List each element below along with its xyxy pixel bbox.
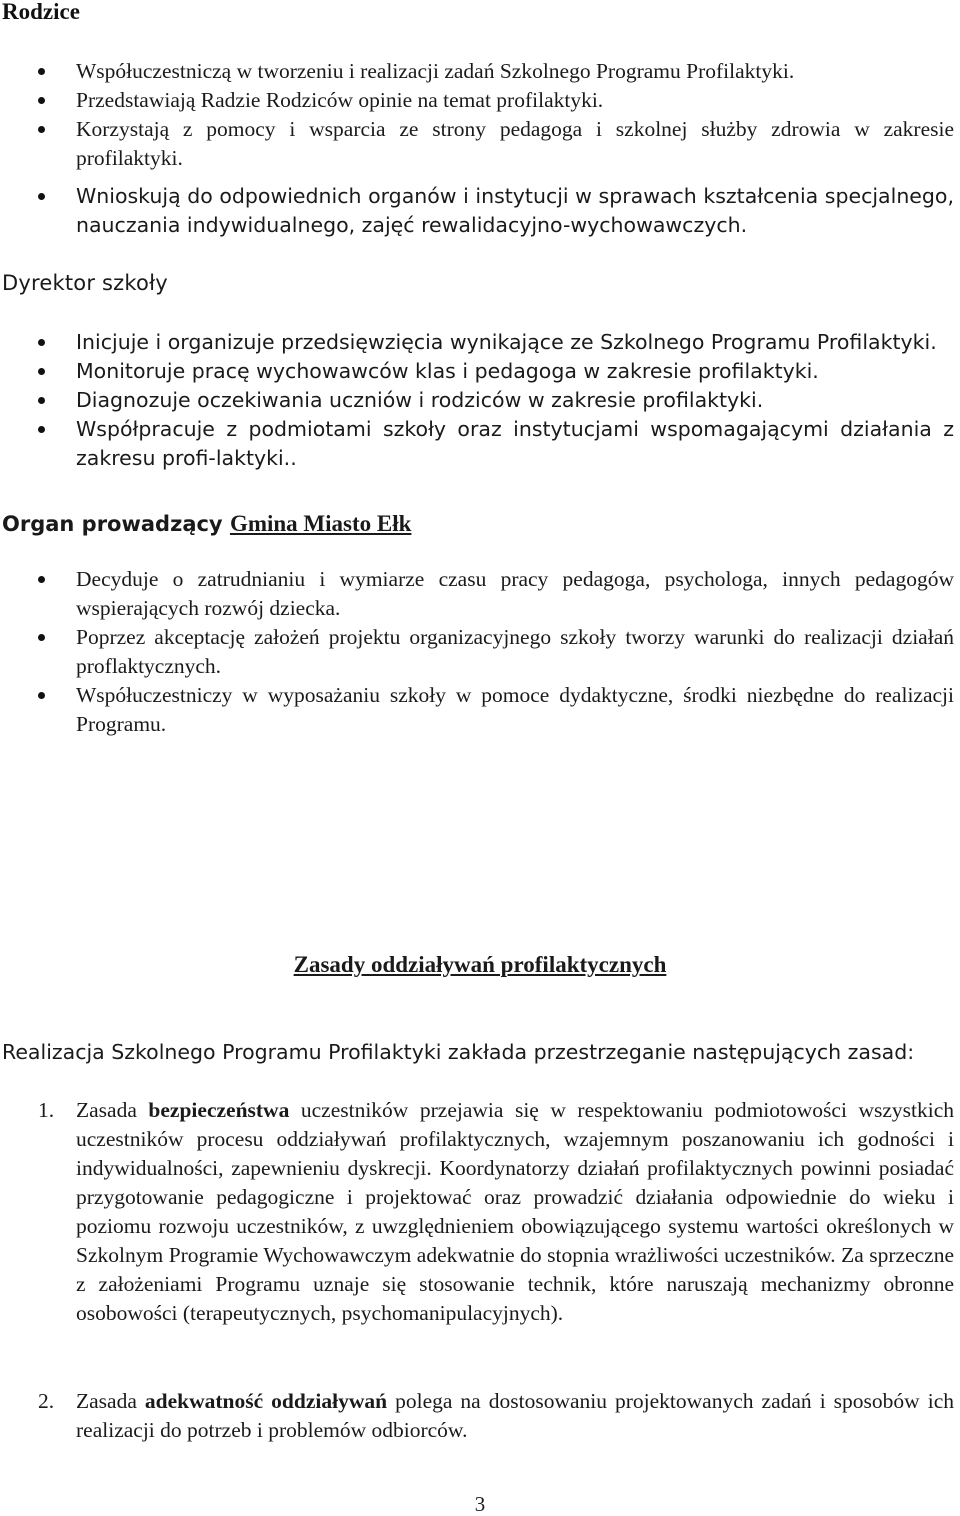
list-item: 1. Zasada bezpieczeństwa uczestników przejawia się w respektowaniu podmiotowości wszystkich uczestników procesu oddziaływań profilaktycznych, wzajemnym poszanowaniu ich godności i indywidualności, zapewnieniu dyskrecji. Koordynatorzy działań profilaktycznych powinni posiadać przygotowanie pedagogiczne i projektować oraz prowadzić działania odpowiednie do wieku i poziomu rozwoju uczestników, z uwzględnieniem obowiązującego systemu wartości określonych w Szkolnym Programie Wychowawczym adekwatnie do stopnia wrażliwości uczestników. Za sprzeczne z założeniami Programu uznaje się stosowanie technik, które naruszają mechanizmy obronne osobowości (terapeutycznych, psychomanipulacyjnych). [38, 1098, 954, 1325]
list-organ [0, 565, 960, 739]
section-title-zasady: Zasady oddziaływań profilaktycznych [293, 952, 667, 977]
list-item: Korzystają z pomocy i wsparcia ze strony pedagoga i szkolnej służby zdrowia w zakresie profilaktyki. [0, 115, 960, 173]
bullet-icon [38, 193, 45, 200]
list-rodzice [0, 57, 960, 173]
zasady-intro: Realizacja Szkolnego Programu Profilaktyki zakłada przestrzeganie następujących zasad: [2, 1040, 915, 1064]
list-item: Diagnozuje oczekiwania uczniów i rodziców w zakresie profilaktyki. [0, 386, 960, 415]
list-item: 2. Zasada adekwatność oddziaływań polega na dostosowaniu projektowanych zadań i sposobów ich realizacji do potrzeb i problemów odbiorców. [38, 1389, 954, 1442]
list-item: Inicjuje i organizuje przedsięwzięcia wynikające ze Szkolnego Programu Profilaktyki. [0, 328, 960, 357]
bullet-icon [38, 426, 45, 433]
bullet-icon [38, 397, 45, 404]
list-item: Współpracuje z podmiotami szkoły oraz instytucjami wspomagającymi działania z zakresu profi-laktyki.. [0, 415, 960, 473]
bullet-icon [38, 68, 45, 75]
bullet-icon [38, 368, 45, 375]
heading-rodzice: Rodzice [2, 0, 80, 24]
list-item: Przedstawiają Radzie Rodziców opinie na temat profilaktyki. [0, 86, 960, 115]
list-dyrektor [0, 328, 960, 473]
list-item: Współuczestniczy w wyposażaniu szkoły w pomoce dydaktyczne, środki niezbędne do realizacji Programu. [0, 681, 960, 739]
list-item: Poprzez akceptację założeń projektu organizacyjnego szkoły tworzy warunki do realizacji działań proflaktycznych. [0, 623, 960, 681]
list-zasady-2 [0, 1387, 960, 1445]
page-number: 3 [474, 1492, 486, 1516]
list-item: Decyduje o zatrudnianiu i wymiarze czasu pracy pedagoga, psychologa, innych pedagogów wspierających rozwój dziecka. [0, 565, 960, 623]
list-item: Monitoruje pracę wychowawców klas i pedagoga w zakresie profilaktyki. [0, 357, 960, 386]
bullet-icon [38, 97, 45, 104]
heading-dyrektor: Dyrektor szkoły [2, 271, 168, 295]
bullet-icon [38, 692, 45, 699]
list-item: Wnioskują do odpowiednich organów i instytucji w sprawach kształcenia specjalnego, nauczania indywidualnego, zajęć rewalidacyjno-wychowawczych. [0, 182, 960, 240]
list-zasady-1 [0, 1096, 960, 1328]
bullet-icon [38, 339, 45, 346]
heading-organ: Organ prowadzący Gmina Miasto Ełk [2, 511, 412, 536]
bullet-icon [38, 576, 45, 583]
bullet-icon [38, 634, 45, 641]
list-item: Współuczestniczą w tworzeniu i realizacji zadań Szkolnego Programu Profilaktyki. [0, 57, 960, 86]
list-rodzice-cont [0, 182, 960, 240]
bullet-icon [38, 126, 45, 133]
